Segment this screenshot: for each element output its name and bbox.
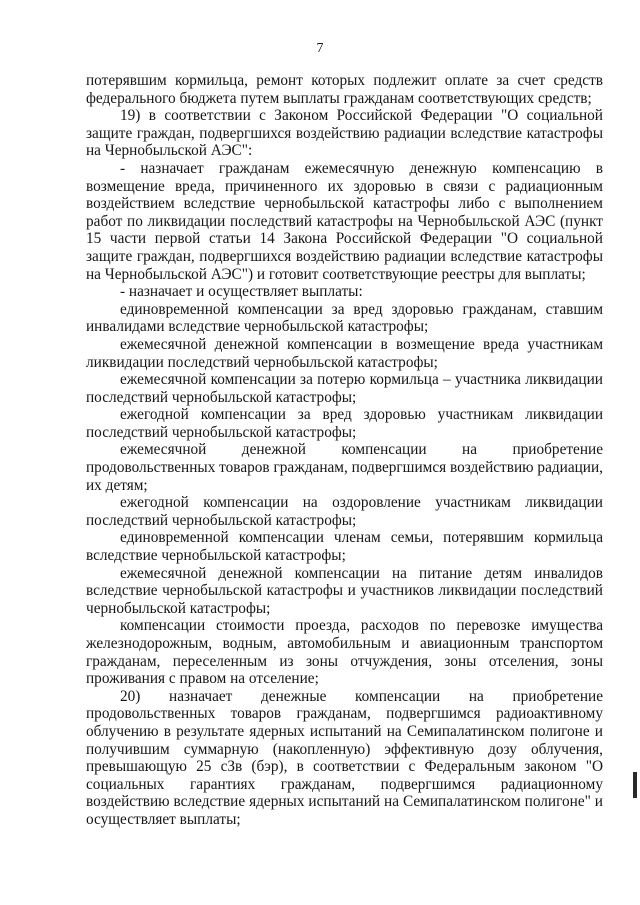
paragraph: ежегодной компенсации на оздоровление участникам ликвидации последствий чернобыльской катастрофы;: [86, 494, 603, 529]
paragraph: 20) назначает денежные компенсации на приобретение продовольственных товаров гражданам, подвергшимся радиоактивному облучению в результате ядерных испытаний на Семипалатинском полигоне и получившим суммарную (накопленную) эффективную дозу облучения, превышающую 25 сЗв (бэр), в соответствии с Федеральным законом "О социальных гарантиях гражданам, подвергшимся радиационному воздействию вследствие ядерных испытаний на Семипалатинском полигоне" и осуществляет выплаты;: [86, 687, 603, 828]
paragraph: 19) в соответствии с Законом Российской Федерации "О социальной защите граждан, подвергшихся воздействию радиации вследствие катастрофы на Чернобыльской АЭС":: [86, 107, 603, 160]
paragraph: - назначает гражданам ежемесячную денежную компенсацию в возмещение вреда, причиненного их здоровью в связи с радиационным воздействием вследствие чернобыльской катастрофы либо с выполнением работ по ликвидации последствий катастрофы на Чернобыльской АЭС (пункт 15 части первой статьи 14 Закона Российской Федерации "О социальной защите граждан, подвергшихся воздействию радиации вследствие катастрофы на Чернобыльской АЭС") и готовит соответствующие реестры для выплаты;: [86, 159, 603, 283]
paragraph: ежемесячной компенсации за потерю кормильца – участника ликвидации последствий чернобыльской катастрофы;: [86, 371, 603, 406]
paragraph: потерявшим кормильца, ремонт которых подлежит оплате за счет средств федерального бюджета путем выплаты гражданам соответствующих средств;: [86, 72, 603, 107]
document-body: [86, 72, 603, 829]
paragraph: компенсации стоимости проезда, расходов по перевозке имущества железнодорожным, водным, автомобильным и авиационным транспортом гражданам, переселенным из зоны отчуждения, зоны отселения, зоны проживания с правом на отселение;: [86, 617, 603, 688]
paragraph: единовременной компенсации за вред здоровью гражданам, ставшим инвалидами вследствие чернобыльской катастрофы;: [86, 300, 603, 336]
paragraph: ежемесячной денежной компенсации на питание детям инвалидов вследствие чернобыльской катастрофы и участников ликвидации последствий чернобыльской катастрофы;: [86, 564, 603, 617]
page-number: 7: [316, 41, 324, 56]
scan-edge-mark: [633, 772, 637, 798]
paragraph: единовременной компенсации членам семьи, потерявшим кормильца вследствие чернобыльской катастрофы;: [86, 529, 603, 565]
paragraph: ежегодной компенсации за вред здоровью участникам ликвидации последствий чернобыльской катастрофы;: [86, 406, 603, 441]
paragraph: ежемесячной денежной компенсации на приобретение продовольственных товаров гражданам, подвергшимся воздействию радиации, их детям;: [86, 441, 603, 494]
paragraph: ежемесячной денежной компенсации в возмещение вреда участникам ликвидации последствий чернобыльской катастрофы;: [86, 335, 603, 371]
paragraph: - назначает и осуществляет выплаты:: [120, 283, 363, 301]
